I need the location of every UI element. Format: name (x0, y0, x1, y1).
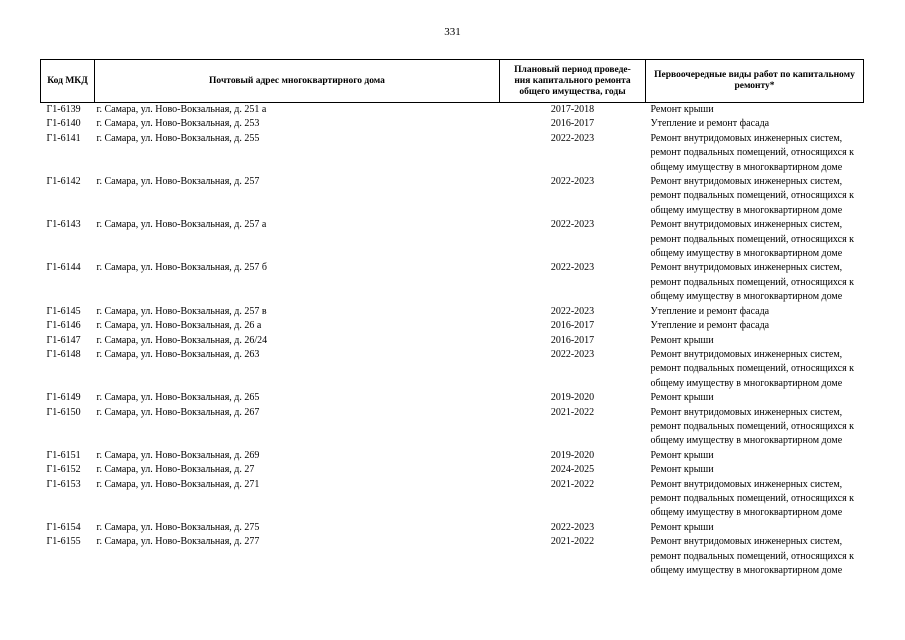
table-row (41, 261, 864, 304)
priority-works (646, 535, 864, 578)
priority-works (646, 478, 864, 521)
works-line: ремонт подвальных помещений, относящихся к (650, 190, 855, 202)
planned-period: 2016-2017 (550, 118, 595, 130)
table-body (41, 103, 864, 579)
header-period-line: общего имущества, годы (519, 86, 626, 97)
works-line: Утепление и ремонт фасада (650, 320, 770, 332)
mkd-code: Г1-6141 (46, 132, 81, 144)
table-row (41, 305, 864, 319)
planned-period: 2021-2022 (550, 536, 595, 548)
works-line: ремонт подвальных помещений, относящихся к (650, 276, 855, 288)
header-period (500, 60, 646, 103)
works-line: Ремонт крыши (650, 464, 714, 476)
header-works-line: ремонту* (734, 81, 775, 91)
table-row (41, 334, 864, 348)
mkd-code: Г1-6149 (46, 392, 81, 404)
table-row (41, 463, 864, 477)
mkd-code: Г1-6154 (46, 521, 81, 533)
table-row (41, 175, 864, 218)
priority-works (646, 103, 864, 118)
planned-period: 2022-2023 (550, 348, 595, 360)
planned-period: 2022-2023 (550, 219, 595, 231)
table-row (41, 391, 864, 405)
postal-address: г. Самара, ул. Ново-Вокзальная, д. 269 (96, 449, 260, 461)
works-line: общему имуществу в многоквартирном доме (650, 161, 843, 173)
postal-address: г. Самара, ул. Ново-Вокзальная, д. 257 б (96, 262, 267, 274)
postal-address: г. Самара, ул. Ново-Вокзальная, д. 257 а (96, 219, 267, 231)
works-line: общему имуществу в многоквартирном доме (650, 377, 843, 389)
mkd-code: Г1-6143 (46, 219, 81, 231)
postal-address: г. Самара, ул. Ново-Вокзальная, д. 263 (96, 348, 260, 360)
planned-period: 2017-2018 (550, 104, 595, 115)
planned-period: 2021-2022 (550, 478, 595, 490)
postal-address: г. Самара, ул. Ново-Вокзальная, д. 255 (96, 132, 260, 144)
planned-period: 2022-2023 (550, 176, 595, 188)
works-line: Утепление и ремонт фасада (650, 305, 770, 317)
planned-period: 2016-2017 (550, 334, 595, 346)
works-line: ремонт подвальных помещений, относящихся к (650, 147, 855, 159)
priority-works (646, 305, 864, 319)
header-works (646, 60, 864, 103)
postal-address: г. Самара, ул. Ново-Вокзальная, д. 277 (96, 536, 260, 548)
mkd-code: Г1-6150 (46, 406, 81, 418)
works-line: Ремонт крыши (650, 334, 714, 346)
works-line: ремонт подвальных помещений, относящихся к (650, 492, 855, 504)
priority-works (646, 218, 864, 261)
mkd-code: Г1-6142 (46, 176, 81, 188)
works-line: Ремонт крыши (650, 104, 714, 115)
works-line: Ремонт внутридомовых инженерных систем, (650, 132, 843, 144)
postal-address: г. Самара, ул. Ново-Вокзальная, д. 267 (96, 406, 260, 418)
table-row (41, 218, 864, 261)
postal-address: г. Самара, ул. Ново-Вокзальная, д. 26/24 (96, 334, 268, 346)
priority-works (646, 449, 864, 463)
priority-works (646, 406, 864, 449)
planned-period: 2022-2023 (550, 305, 595, 317)
mkd-code: Г1-6140 (46, 118, 81, 130)
planned-period: 2021-2022 (550, 406, 595, 418)
planned-period: 2022-2023 (550, 132, 595, 144)
priority-works (646, 521, 864, 535)
works-line: Ремонт внутридомовых инженерных систем, (650, 219, 843, 231)
postal-address: г. Самара, ул. Ново-Вокзальная, д. 251 а (96, 104, 267, 115)
header-period-line: Плановый период проведе- (514, 64, 631, 75)
planned-period: 2019-2020 (550, 449, 595, 461)
priority-works (646, 463, 864, 477)
priority-works (646, 132, 864, 175)
works-line: Ремонт внутридомовых инженерных систем, (650, 536, 843, 548)
priority-works (646, 348, 864, 391)
works-line: Утепление и ремонт фасада (650, 118, 770, 130)
mkd-code: Г1-6145 (46, 305, 81, 317)
postal-address: г. Самара, ул. Ново-Вокзальная, д. 275 (96, 521, 260, 533)
table-row (41, 449, 864, 463)
table-row (41, 478, 864, 521)
works-line: общему имуществу в многоквартирном доме (650, 435, 843, 447)
table-row (41, 521, 864, 535)
postal-address: г. Самара, ул. Ново-Вокзальная, д. 257 (96, 176, 260, 188)
priority-works (646, 175, 864, 218)
priority-works (646, 334, 864, 348)
mkd-code: Г1-6139 (46, 104, 81, 115)
table-row (41, 117, 864, 131)
priority-works (646, 117, 864, 131)
works-line: общему имуществу в многоквартирном доме (650, 248, 843, 260)
postal-address: г. Самара, ул. Ново-Вокзальная, д. 271 (96, 478, 260, 490)
header-address: Почтовый адрес многоквартирного дома (95, 60, 500, 103)
postal-address: г. Самара, ул. Ново-Вокзальная, д. 27 (96, 464, 255, 476)
header-works-line: Первоочередные виды работ по капитальному (654, 70, 855, 80)
priority-works (646, 391, 864, 405)
mkd-code: Г1-6152 (46, 464, 81, 476)
works-line: ремонт подвальных помещений, относящихся к (650, 550, 855, 562)
works-line: Ремонт крыши (650, 521, 714, 533)
postal-address: г. Самара, ул. Ново-Вокзальная, д. 257 в (96, 305, 267, 317)
mkd-code: Г1-6146 (46, 320, 81, 332)
works-line: ремонт подвальных помещений, относящихся к (650, 420, 855, 432)
planned-period: 2016-2017 (550, 320, 595, 332)
works-line: Ремонт внутридомовых инженерных систем, (650, 262, 843, 274)
table-row (41, 103, 864, 118)
repair-schedule-table (40, 59, 864, 578)
postal-address: г. Самара, ул. Ново-Вокзальная, д. 26 а (96, 320, 262, 332)
mkd-code: Г1-6144 (46, 262, 81, 274)
priority-works (646, 319, 864, 333)
mkd-code: Г1-6155 (46, 536, 81, 548)
postal-address: г. Самара, ул. Ново-Вокзальная, д. 253 (96, 118, 260, 130)
works-line: Ремонт крыши (650, 449, 714, 461)
works-line: Ремонт крыши (650, 392, 714, 404)
planned-period: 2022-2023 (550, 262, 595, 274)
page-number: 331 (444, 26, 461, 38)
mkd-code: Г1-6151 (46, 449, 81, 461)
planned-period: 2022-2023 (550, 521, 595, 533)
works-line: ремонт подвальных помещений, относящихся к (650, 233, 855, 245)
priority-works (646, 261, 864, 304)
mkd-code: Г1-6148 (46, 348, 81, 360)
works-line: общему имуществу в многоквартирном доме (650, 565, 843, 576)
postal-address: г. Самара, ул. Ново-Вокзальная, д. 265 (96, 392, 260, 404)
planned-period: 2019-2020 (550, 392, 595, 404)
table-row (41, 319, 864, 333)
table-row (41, 348, 864, 391)
works-line: Ремонт внутридомовых инженерных систем, (650, 176, 843, 188)
table-row (41, 535, 864, 578)
table-row (41, 406, 864, 449)
works-line: Ремонт внутридомовых инженерных систем, (650, 406, 843, 418)
mkd-code: Г1-6147 (46, 334, 81, 346)
works-line: Ремонт внутридомовых инженерных систем, (650, 478, 843, 490)
table-row (41, 132, 864, 175)
works-line: ремонт подвальных помещений, относящихся к (650, 363, 855, 375)
works-line: общему имуществу в многоквартирном доме (650, 291, 843, 303)
mkd-code: Г1-6153 (46, 478, 81, 490)
header-code: Код МКД (41, 60, 95, 103)
table-header (41, 60, 864, 103)
works-line: общему имуществу в многоквартирном доме (650, 204, 843, 216)
works-line: общему имуществу в многоквартирном доме (650, 507, 843, 519)
works-line: Ремонт внутридомовых инженерных систем, (650, 348, 843, 360)
planned-period: 2024-2025 (550, 464, 595, 476)
header-period-line: ния капитального ремонта (514, 75, 631, 86)
